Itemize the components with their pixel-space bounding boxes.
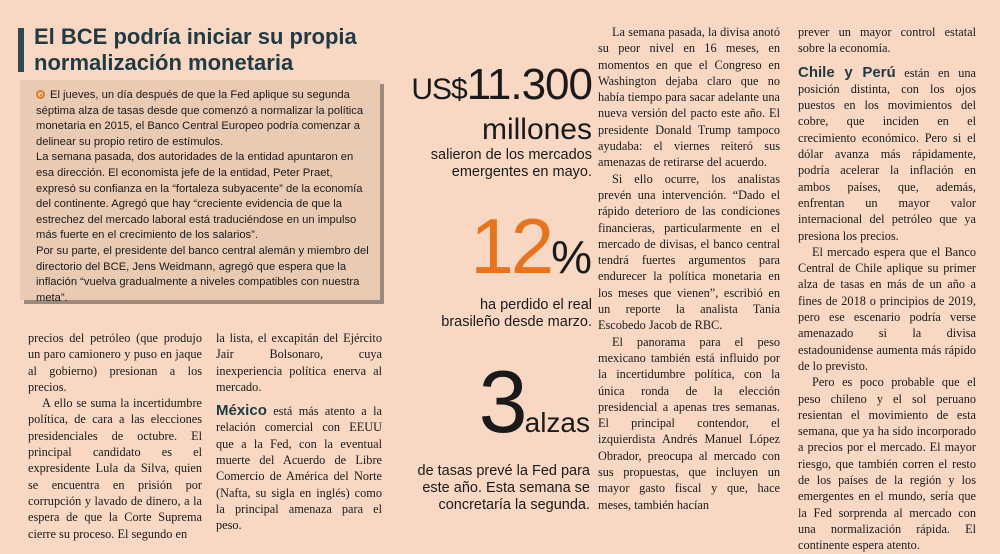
article-paragraph: la lista, el excapitán del Ejército Jair Bolsonaro, cuya inexperiencia política enerva al mercado.: [216, 331, 382, 394]
stat-number: 12%: [470, 202, 592, 290]
article-column-4: [598, 24, 780, 513]
stat-description: de tasas prevé la Fed para este año. Esta semana se concretaría la segunda.: [417, 463, 590, 513]
article-column-5: [798, 24, 976, 554]
headline: [18, 24, 378, 76]
article-paragraph: El mercado espera que el Banco Central de Chile aplique su primer alza de tasas en más de un año a fines de 2018 o principios de 2019, pero ese escenario podría verse amenazado si la divisa estadounidense aumenta más rápido de lo previsto.: [798, 244, 976, 373]
headline-line-2: normalización monetaria: [34, 50, 294, 75]
article-column-2: [216, 330, 382, 534]
stat-description: ha perdido el real brasileño desde marzo.: [441, 297, 592, 330]
bullet-icon: [36, 90, 45, 99]
article-paragraph: El panorama para el peso mexicano también está influido por la incertidumbre política, con la única ronda de la elección presidencial a apenas tres semanas. El principal contendor, el izquierdista Andrés Manuel López Obrador, preocupa al mercado con sus propuestas, que incluyen un mayor gasto fiscal y que, hace meses, también hacían: [598, 334, 780, 512]
article-paragraph: La semana pasada, la divisa anotó su peor nivel en 16 meses, en momentos en que el Congreso en Washington dejaba claro que no había tiempo para sacar adelante una nueva versión del pacto este año. El presidente Donald Trump tampoco ayudaba: el viernes reiteró sus amenazas de retirarse del acuerdo.: [598, 25, 780, 170]
stat-description: salieron de los mercados emergentes en mayo.: [430, 147, 592, 180]
article-paragraph: precios del petróleo (que produjo un paro camionero y puso en jaque al gobierno) presionan a los precios.: [28, 331, 202, 394]
stat-real-loss: [400, 202, 592, 331]
stat-number: US$11.300: [411, 60, 592, 109]
sidebar-paragraph: El jueves, un día después de que la Fed aplique su segunda séptima alza de tasas desde que comenzó a normalizar la política monetaria en 2015, el Banco Central Europeo podría comenzar a delinear su propio retiro de estímulos.: [36, 89, 364, 148]
article-column-1: [28, 330, 202, 542]
article-paragraph: A ello se suma la incertidumbre política, de cara a las elecciones presidenciales de octubre. El principal candidato es el expresidente Lula da Silva, quien se encuentra en prisión por corrupción y lavado de dinero, a la espera de que la Corte Suprema cierre su proceso. El segundo en: [28, 396, 202, 541]
sidebar-paragraph: Por su parte, el presidente del banco central alemán y miembro del directorio del BCE, Jens Weidmann, agregó que espera que la inflación “vuelva gradualmente a niveles compatibles con nuestra meta”.: [36, 244, 369, 304]
article-paragraph: Chile y Perú están en una posición distinta, con los ojos puestos en los movimientos del cobre, que inciden en el crecimiento económico. Pero si el dólar avanza más rápidamente, podría acelerar la inflación en ambos países, que, además, enfrentan un mayor valor internacional del petróleo que ya presiona los precios.: [798, 63, 976, 243]
article-paragraph: prever un mayor control estatal sobre la economía.: [798, 25, 976, 56]
section-keyword: México: [216, 402, 267, 420]
headline-line-1: El BCE podría iniciar su propia: [34, 24, 357, 49]
stat-rate-hikes: [410, 352, 590, 514]
article-paragraph: Pero es poco probable que el peso chileno y el sol peruano resientan el movimiento de esta semana, que ya ha sido incorporado a precios por el mercado. El mayor riesgo, que también corren el resto de los países de la región y los emergentes en el mundo, sería que la Fed sorprenda al mercado con una normalización rápida. El continente espera atento.: [798, 375, 976, 553]
sidebar-paragraph: La semana pasada, dos autoridades de la entidad apuntaron en esa dirección. El economista jefe de la entidad, Peter Praet, expresó su confianza en la “fortaleza subyacente” de la economía del continente. Agregó que hay “creciente evidencia de que la estrechez del mercado laboral está traduciéndose en un impulso más fuerte en el crecimiento de los salarios”.: [36, 151, 363, 242]
stat-outflows: [396, 62, 592, 181]
stat-number: 3alzas: [478, 352, 590, 451]
article-paragraph: Si ello ocurre, los analistas prevén una intervención. “Dado el rápido deterioro de las condiciones financieras, particularmente en el mercado de divisas, el banco central tendrá fuertes argumentos para endurecer la política monetaria en los meses que vienen”, escribió en un reporte la analista Tania Escobedo Jacob de RBC.: [598, 171, 780, 333]
headline-accent-bar: [18, 28, 24, 72]
section-keyword: Chile y Perú: [798, 63, 896, 81]
article-paragraph: México está más atento a la relación comercial con EEUU que a la Fed, con la eventual muerte del Acuerdo de Libre Comercio de América del Norte (Nafta, su sigla en inglés) como la principal amenaza para el peso.: [216, 402, 382, 533]
stat-unit: millones: [481, 113, 592, 146]
headline-title: [34, 24, 378, 76]
sidebar-box: [20, 80, 380, 304]
